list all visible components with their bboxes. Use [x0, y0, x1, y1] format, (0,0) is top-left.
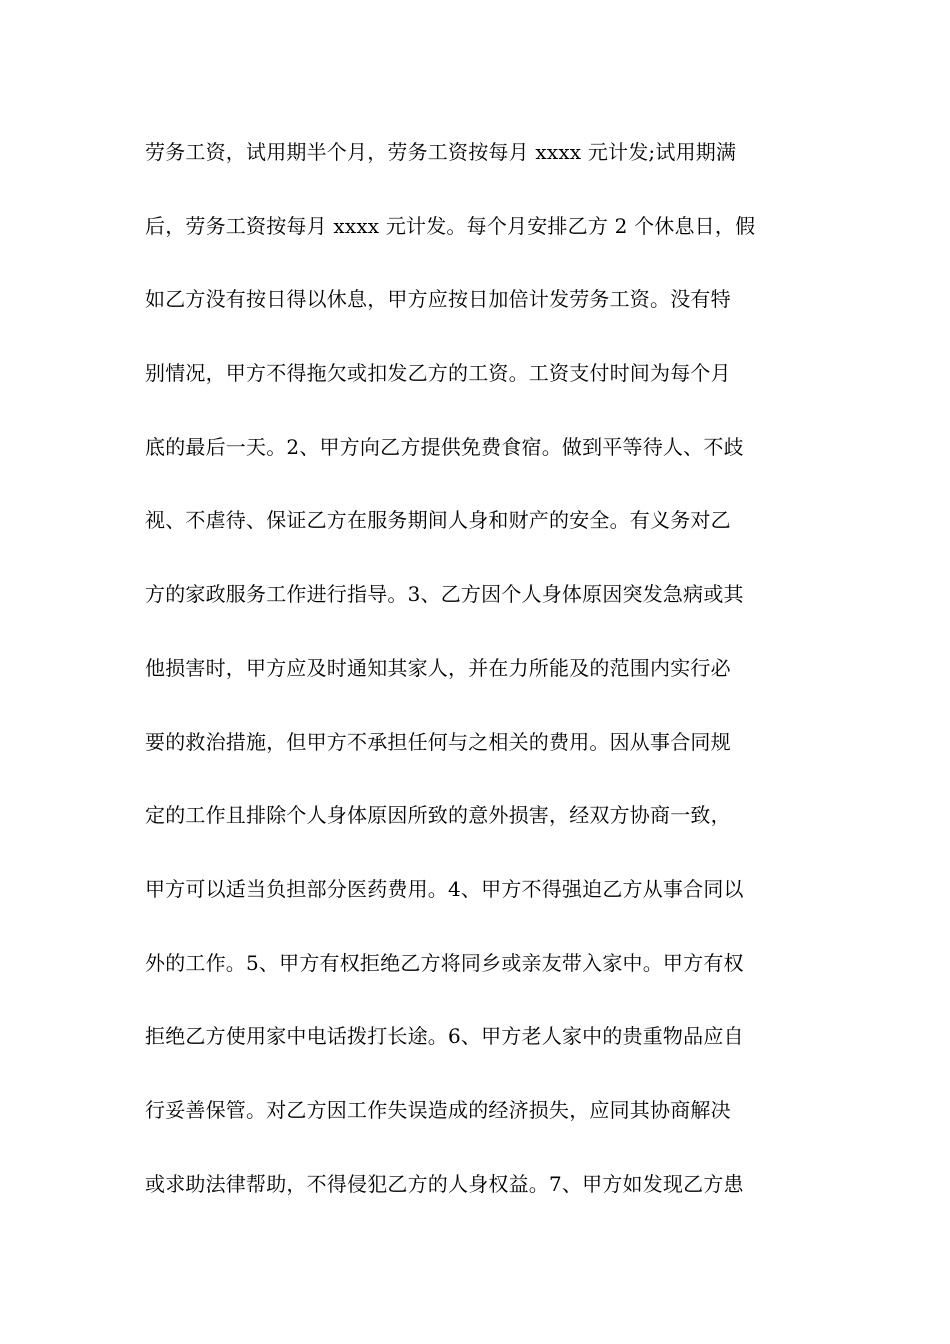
text-line: 后，劳务工资按每月 xxxx 元计发。每个月安排乙方 2 个休息日，假: [145, 213, 756, 238]
text-line: 或求助法律帮助，不得侵犯乙方的人身权益。7、甲方如发现乙方患: [145, 1171, 744, 1196]
text-line: 他损害时，甲方应及时通知其家人，并在力所能及的范围内实行必: [145, 655, 731, 680]
body-text: [145, 130, 825, 1235]
text-line: 如乙方没有按日得以休息，甲方应按日加倍计发劳务工资。没有特: [145, 287, 731, 312]
text-line: 别情况，甲方不得拖欠或扣发乙方的工资。工资支付时间为每个月: [145, 361, 731, 386]
text-line: 底的最后一天。2、甲方向乙方提供免费食宿。做到平等待人、不歧: [145, 434, 744, 459]
text-line: 视、不虐待、保证乙方在服务期间人身和财产的安全。有义务对乙: [145, 508, 731, 533]
text-line: 外的工作。5、甲方有权拒绝乙方将同乡或亲友带入家中。甲方有权: [145, 950, 744, 975]
text-line: 方的家政服务工作进行指导。3、乙方因个人身体原因突发急病或其: [145, 582, 744, 607]
text-line: 要的救治措施，但甲方不承担任何与之相关的费用。因从事合同规: [145, 729, 731, 754]
text-line: 拒绝乙方使用家中电话拨打长途。6、甲方老人家中的贵重物品应自: [145, 1024, 744, 1049]
text-line: 定的工作且排除个人身体原因所致的意外损害，经双方协商一致，: [145, 803, 731, 828]
text-line: 劳务工资，试用期半个月，劳务工资按每月 xxxx 元计发;试用期满: [145, 140, 737, 164]
text-line: 行妥善保管。对乙方因工作失误造成的经济损失，应同其协商解决: [145, 1097, 731, 1122]
text-line: 甲方可以适当负担部分医药费用。4、甲方不得强迫乙方从事合同以: [145, 876, 744, 901]
